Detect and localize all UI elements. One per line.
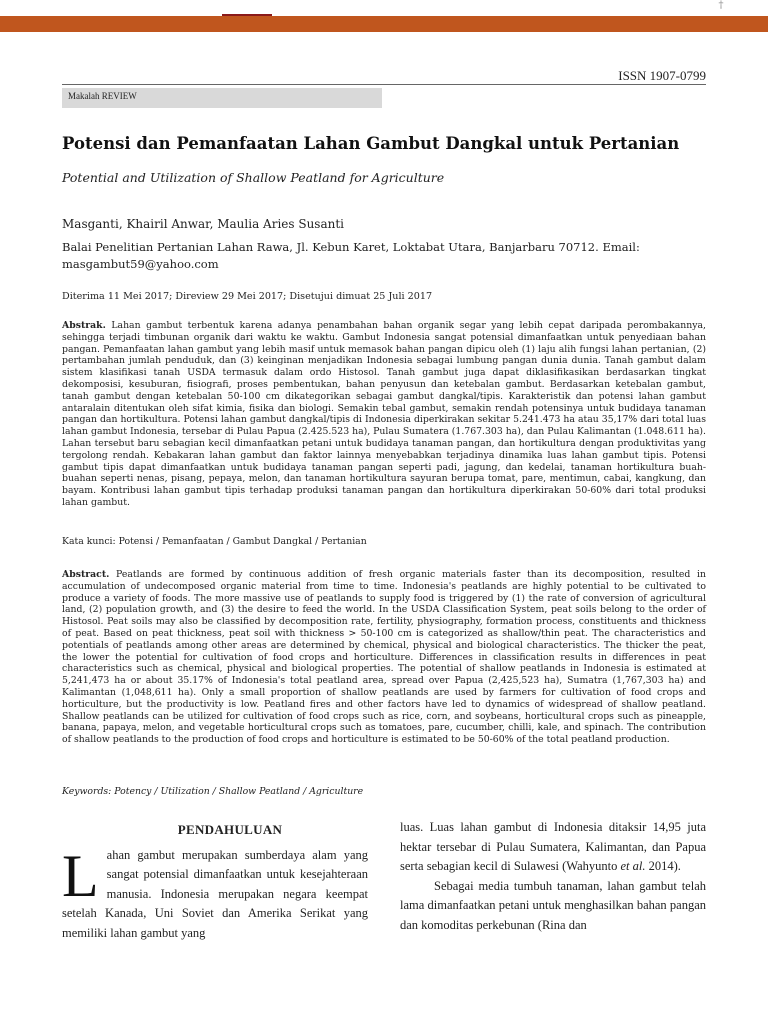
body-column-right bbox=[400, 818, 706, 935]
paragraph-text: luas. Luas lahan gambut di Indonesia ditaksir 14,95 juta hektar tersebar di Pulau Sumatera, Kalimantan, dan Papua serta sebagian kecil di Sulawesi (Wahyunto bbox=[400, 820, 706, 873]
abstract-english bbox=[62, 569, 706, 746]
intro-paragraph-text: ahan gambut merupakan sumberdaya alam yang sangat potensial dimanfaatkan untuk kesejahteraan manusia. Indonesia merupakan negara keempat setelah Kanada, Uni Soviet dan Amerika Serikat yang memiliki lahan gambut yang bbox=[62, 847, 368, 940]
header-rule bbox=[62, 84, 706, 85]
abstract-indonesian bbox=[62, 320, 706, 509]
body-paragraph bbox=[400, 818, 706, 877]
author-list: Masganti, Khairil Anwar, Maulia Aries Susanti bbox=[62, 217, 345, 231]
top-banner bbox=[0, 0, 768, 32]
issn-number: ISSN 1907-0799 bbox=[618, 68, 706, 83]
abstract-text: Peatlands are formed by continuous addition of fresh organic materials faster than its decomposition, resulted in accumulation of undecomposed organic material from time to time. Indonesia's peatlands are highly potential to be cultivated to produce a variety of foods. The more massive use of peatlands to supply food is triggered by (1) the rate of conversion of agricultural land, (2) population growth, and (3) the desire to feed the world. In the USDA Classification System, peat soils belong to the order of Histosol. Peat soils may also be classified by decomposition rate, fertility, physiography, formation process, constituents and thickness of peat. Based on peat thickness, peat soil with thickness > 50-100 cm is categorized as shallow/thin peat. The characteristics and potentials of peatlands among other areas are determined by chemical, physical and biological characteristics. The thicker the peat, the lower the potential for cultivation of food crops and horticulture. Differences in classification results in differences in peat characteristics such as chemical, physical and biological properties. The potential of shallow peatlands in Indonesia is estimated at 5,241,473 ha or about 35.17% of Indonesia's total peatland area, spread over Papua (2,425,523 ha), Sumatra (1,767,303 ha) and Kalimantan (1,048,611 ha). Only a small proportion of shallow peatlands are used by farmers for cultivation of food crops and horticulture, but the productivity is low. Peatland fires and other factors have led to dynamics of widespread of shallow peatland. Shallow peatlands can be utilized for cultivation of food crops such as rice, corn, and soybeans, horticultural crops such as pineapple, banana, papaya, melon, and vegetable horticultural crops such as tomatoes, pare, cucumber, chilli, kale, and spinach. The contribution of shallow peatlands to the production of food crops and horticulture is estimated to be 50-60% of the total peatland production. bbox=[62, 569, 706, 746]
body-column-left bbox=[62, 820, 368, 943]
article-subtitle: Potential and Utilization of Shallow Peatland for Agriculture bbox=[62, 170, 445, 185]
body-paragraph: Sebagai media tumbuh tanaman, lahan gambut telah lama dimanfaatkan petani untuk menghasilkan bahan pangan dan komoditas perkebunan (Rina dan bbox=[400, 878, 706, 932]
intro-paragraph bbox=[62, 842, 368, 944]
header-band bbox=[0, 16, 768, 32]
abstract-text: Lahan gambut terbentuk karena adanya penambahan bahan organik segar yang lebih cepat daripada perombakannya, sehingga terjadi timbunan organik dari waktu ke waktu. Gambut Indonesia sangat potensial dimanfaatkan untuk penyediaan bahan pangan. Pemanfaatan lahan gambut yang lebih masif untuk memasok bahan pangan dipicu oleh (1) laju alih fungsi lahan pertanian, (2) pertambahan jumlah penduduk, dan (3) keinginan menjadikan Indonesia sebagai lumbung pangan dunia dunia. Tanah gambut dalam sistem klasifikasi tanah USDA termasuk dalam ordo Histosol. Tanah gambut juga dapat diklasifikasikan berdasarkan tingkat dekomposisi, kesuburan, fisiografi, proses pembentukan, bahan penyusun dan ketebalan gambut. Berdasarkan ketebalan gambut, tanah gambut dengan ketebalan 50-100 cm dikategorikan sebagai gambut dangkal/tipis. Karakteristik dan potensi lahan gambut antaralain ditentukan oleh sifat kimia, fisika dan biologi. Semakin tebal gambut, semakin rendah potensinya untuk budidaya tanaman pangan dan hortikultura. Potensi lahan gambut dangkal/tipis di Indonesia diperkirakan sekitar 5.241.473 ha atau 35,17% dari total luas lahan gambut Indonesia, tersebar di Pulau Papua (2.425.523 ha), Pulau Sumatera (1.767.303 ha), dan Pulau Kalimantan (1.048.611 ha). Lahan tersebut baru sebagian kecil dimanfaatkan petani untuk budidaya tanaman pangan, dan hortikultura dengan produktivitas yang tergolong rendah. Kebakaran lahan gambut dan faktor lainnya menyebabkan terjadinya dinamika luas lahan gambut tipis. Potensi gambut tipis dapat dimanfaatkan untuk budidaya tanaman pangan seperti padi, jagung, dan kedelai, tanaman hortikultura buah-buahan seperti nenas, pisang, pepaya, melon, dan tanaman hortikultura sayuran berupa tomat, pare, mentimun, cabai, kangkung, dan bayam. Kontribusi lahan gambut tipis terhadap produksi tanaman pangan dan hortikultura diperkirakan 50-60% dari total produksi lahan gambut. bbox=[62, 320, 706, 508]
publication-dates: Diterima 11 Mei 2017; Direview 29 Mei 2017; Disetujui dimuat 25 Juli 2017 bbox=[62, 291, 433, 302]
abstract-lead: Abstrak. bbox=[62, 320, 106, 331]
header-accent-line bbox=[222, 14, 272, 16]
keywords-indonesian: Kata kunci: Potensi / Pemanfaatan / Gambut Dangkal / Pertanian bbox=[62, 536, 367, 547]
abstract-lead: Abstract. bbox=[62, 569, 110, 580]
citation-et-al: et al. bbox=[620, 859, 646, 873]
article-title: Potensi dan Pemanfaatan Lahan Gambut Dangkal untuk Pertanian bbox=[62, 134, 680, 153]
article-type-label bbox=[62, 88, 382, 108]
drop-cap: L bbox=[62, 842, 99, 909]
author-affiliation: Balai Penelitian Pertanian Lahan Rawa, Jl. Kebun Karet, Loktabat Utara, Banjarbaru 70712. Email: masgambut59@yahoo.com bbox=[62, 240, 640, 271]
section-heading: PENDAHULUAN bbox=[177, 822, 283, 837]
keywords-english: Keywords: Potency / Utilization / Shallow Peatland / Agriculture bbox=[62, 786, 364, 797]
article-type-text: Makalah REVIEW bbox=[68, 91, 137, 101]
paragraph-text: 2014). bbox=[645, 859, 681, 873]
corner-mark-icon: † bbox=[718, 0, 724, 11]
